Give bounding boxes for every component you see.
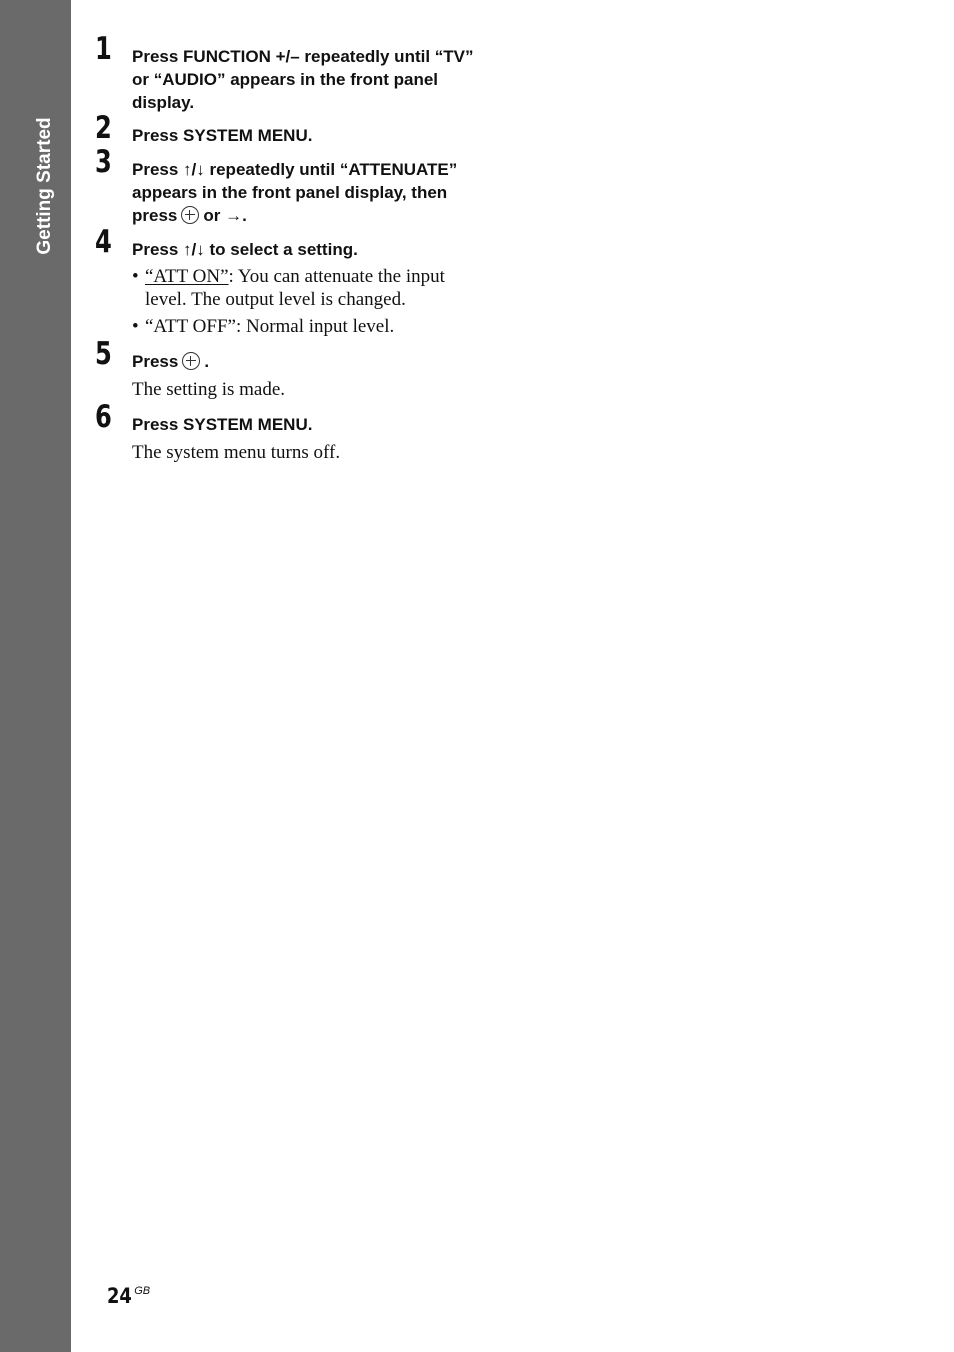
- step-number: 1: [95, 31, 112, 67]
- option-description: “ATT OFF”: Normal input level.: [145, 316, 395, 337]
- option-list: [132, 265, 475, 338]
- page-number: [107, 1284, 150, 1308]
- section-side-tab: [0, 0, 71, 1352]
- step-number: 3: [95, 144, 112, 180]
- step-4: [95, 224, 475, 342]
- step-instruction-part: or →.: [203, 206, 247, 225]
- page-number-suffix: GB: [134, 1285, 151, 1297]
- page-number-value: 24: [107, 1284, 132, 1308]
- step-number: 4: [95, 224, 112, 260]
- option-description: : You can attenuate the input level. The output level is changed.: [145, 266, 445, 310]
- step-2: [95, 110, 475, 147]
- section-title: Getting Started: [34, 117, 55, 255]
- step-instruction-part: Press ↑/↓ repeatedly until “ATTENUATE” appears in the front panel display, then press: [132, 160, 458, 225]
- step-instruction-part: Press: [132, 352, 179, 371]
- step-number: 2: [95, 110, 112, 146]
- step-instruction: Press FUNCTION +/– repeatedly until “TV” or “AUDIO” appears in the front panel display.: [132, 47, 474, 112]
- step-instruction: Press SYSTEM MENU.: [132, 415, 313, 434]
- step-note: The system menu turns off.: [132, 442, 341, 463]
- step-instruction-part: .: [204, 352, 210, 371]
- step-5: [95, 336, 475, 401]
- step-instruction: Press SYSTEM MENU.: [132, 126, 313, 145]
- step-1: [95, 31, 475, 114]
- step-number: 5: [95, 336, 112, 372]
- option-term: “ATT ON”: [145, 266, 229, 287]
- enter-button-icon: [182, 352, 200, 370]
- step-instruction: [132, 158, 475, 227]
- step-6: [95, 399, 475, 464]
- option-item: [132, 315, 475, 338]
- step-note: The setting is made.: [132, 379, 286, 400]
- enter-button-icon: [181, 206, 199, 224]
- step-number: 6: [95, 399, 112, 435]
- step-instruction: Press ↑/↓ to select a setting.: [132, 240, 358, 259]
- step-instruction: [132, 350, 475, 373]
- option-item: [132, 265, 475, 311]
- step-3: [95, 144, 475, 227]
